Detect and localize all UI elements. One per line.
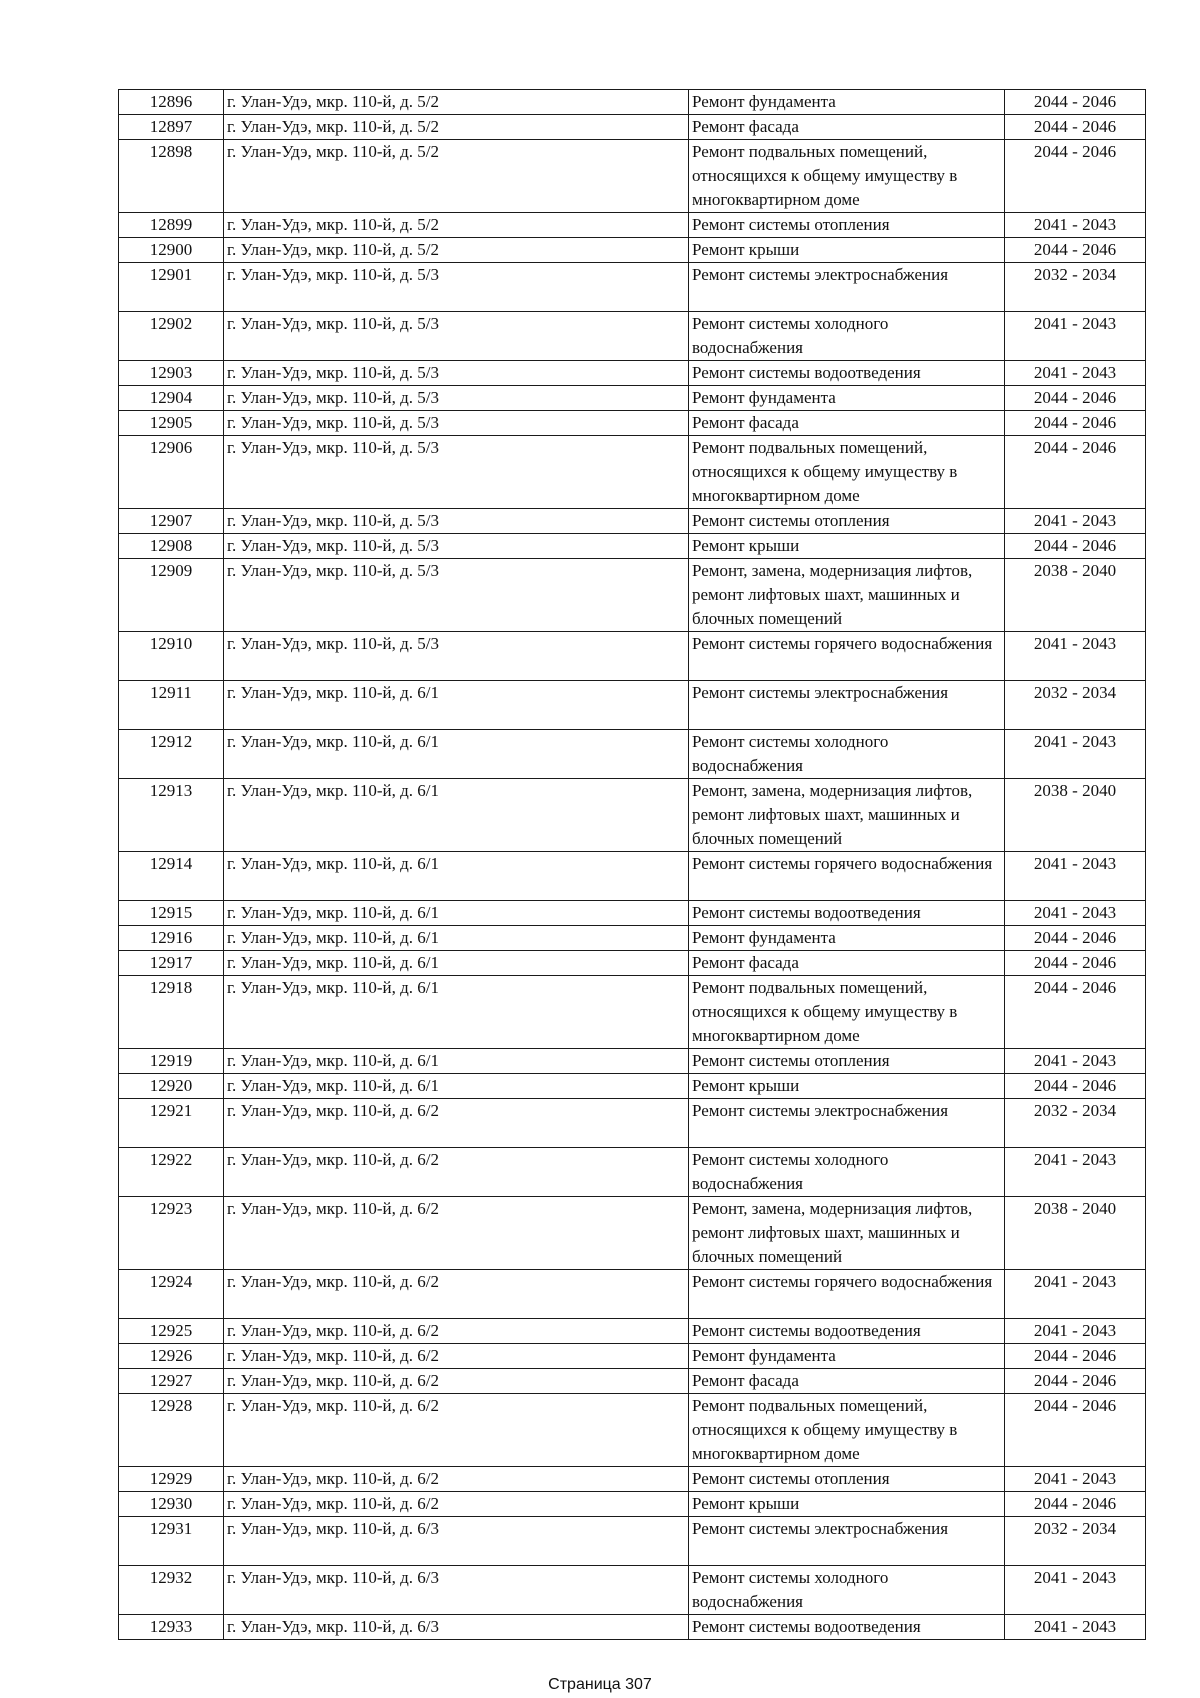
work-type-cell: Ремонт фасада <box>689 411 1005 436</box>
work-type-cell: Ремонт фундамента <box>689 386 1005 411</box>
row-number-cell: 12908 <box>119 534 224 559</box>
table-row <box>119 1099 1146 1148</box>
years-cell: 2044 - 2046 <box>1005 115 1146 140</box>
table-row <box>119 779 1146 852</box>
address-cell: г. Улан-Удэ, мкр. 110-й, д. 6/2 <box>224 1148 689 1197</box>
years-cell: 2041 - 2043 <box>1005 1467 1146 1492</box>
row-number-cell: 12930 <box>119 1492 224 1517</box>
work-type-cell: Ремонт системы горячего водоснабжения <box>689 632 1005 681</box>
address-cell: г. Улан-Удэ, мкр. 110-й, д. 5/2 <box>224 213 689 238</box>
years-cell: 2044 - 2046 <box>1005 140 1146 213</box>
work-type-cell: Ремонт системы электроснабжения <box>689 263 1005 312</box>
row-number-cell: 12927 <box>119 1369 224 1394</box>
years-cell: 2041 - 2043 <box>1005 1566 1146 1615</box>
work-type-cell: Ремонт системы горячего водоснабжения <box>689 1270 1005 1319</box>
years-cell: 2032 - 2034 <box>1005 1099 1146 1148</box>
years-cell: 2044 - 2046 <box>1005 976 1146 1049</box>
address-cell: г. Улан-Удэ, мкр. 110-й, д. 6/1 <box>224 976 689 1049</box>
address-cell: г. Улан-Удэ, мкр. 110-й, д. 6/2 <box>224 1492 689 1517</box>
table-row <box>119 534 1146 559</box>
address-cell: г. Улан-Удэ, мкр. 110-й, д. 6/2 <box>224 1467 689 1492</box>
work-type-cell: Ремонт, замена, модернизация лифтов, ремонт лифтовых шахт, машинных и блочных помещений <box>689 779 1005 852</box>
years-cell: 2038 - 2040 <box>1005 779 1146 852</box>
table-row <box>119 436 1146 509</box>
address-cell: г. Улан-Удэ, мкр. 110-й, д. 5/3 <box>224 312 689 361</box>
work-type-cell: Ремонт системы электроснабжения <box>689 1099 1005 1148</box>
row-number-cell: 12933 <box>119 1615 224 1640</box>
table-row <box>119 559 1146 632</box>
table-row <box>119 1319 1146 1344</box>
row-number-cell: 12932 <box>119 1566 224 1615</box>
years-cell: 2044 - 2046 <box>1005 411 1146 436</box>
address-cell: г. Улан-Удэ, мкр. 110-й, д. 6/2 <box>224 1319 689 1344</box>
row-number-cell: 12920 <box>119 1074 224 1099</box>
work-type-cell: Ремонт системы отопления <box>689 509 1005 534</box>
address-cell: г. Улан-Удэ, мкр. 110-й, д. 5/3 <box>224 411 689 436</box>
address-cell: г. Улан-Удэ, мкр. 110-й, д. 6/1 <box>224 681 689 730</box>
years-cell: 2041 - 2043 <box>1005 213 1146 238</box>
work-type-cell: Ремонт подвальных помещений, относящихся к общему имуществу в многоквартирном доме <box>689 976 1005 1049</box>
address-cell: г. Улан-Удэ, мкр. 110-й, д. 6/1 <box>224 1049 689 1074</box>
work-type-cell: Ремонт фундамента <box>689 90 1005 115</box>
work-type-cell: Ремонт системы водоотведения <box>689 361 1005 386</box>
years-cell: 2044 - 2046 <box>1005 1492 1146 1517</box>
years-cell: 2044 - 2046 <box>1005 238 1146 263</box>
table-row <box>119 632 1146 681</box>
work-type-cell: Ремонт фасада <box>689 1369 1005 1394</box>
address-cell: г. Улан-Удэ, мкр. 110-й, д. 5/3 <box>224 632 689 681</box>
row-number-cell: 12911 <box>119 681 224 730</box>
row-number-cell: 12929 <box>119 1467 224 1492</box>
table-row <box>119 361 1146 386</box>
address-cell: г. Улан-Удэ, мкр. 110-й, д. 6/2 <box>224 1270 689 1319</box>
row-number-cell: 12901 <box>119 263 224 312</box>
row-number-cell: 12900 <box>119 238 224 263</box>
address-cell: г. Улан-Удэ, мкр. 110-й, д. 5/2 <box>224 238 689 263</box>
address-cell: г. Улан-Удэ, мкр. 110-й, д. 6/2 <box>224 1394 689 1467</box>
address-cell: г. Улан-Удэ, мкр. 110-й, д. 5/3 <box>224 509 689 534</box>
address-cell: г. Улан-Удэ, мкр. 110-й, д. 5/3 <box>224 436 689 509</box>
table-row <box>119 1467 1146 1492</box>
row-number-cell: 12905 <box>119 411 224 436</box>
years-cell: 2041 - 2043 <box>1005 1049 1146 1074</box>
table-row <box>119 1566 1146 1615</box>
address-cell: г. Улан-Удэ, мкр. 110-й, д. 6/1 <box>224 901 689 926</box>
work-type-cell: Ремонт крыши <box>689 534 1005 559</box>
work-type-cell: Ремонт системы электроснабжения <box>689 681 1005 730</box>
work-type-cell: Ремонт системы отопления <box>689 1467 1005 1492</box>
row-number-cell: 12902 <box>119 312 224 361</box>
page-number: Страница 307 <box>548 1676 652 1693</box>
row-number-cell: 12897 <box>119 115 224 140</box>
address-cell: г. Улан-Удэ, мкр. 110-й, д. 5/3 <box>224 386 689 411</box>
row-number-cell: 12928 <box>119 1394 224 1467</box>
work-type-cell: Ремонт крыши <box>689 238 1005 263</box>
table-row <box>119 1344 1146 1369</box>
years-cell: 2041 - 2043 <box>1005 632 1146 681</box>
years-cell: 2041 - 2043 <box>1005 1270 1146 1319</box>
work-type-cell: Ремонт системы холодного водоснабжения <box>689 312 1005 361</box>
row-number-cell: 12909 <box>119 559 224 632</box>
row-number-cell: 12896 <box>119 90 224 115</box>
years-cell: 2041 - 2043 <box>1005 312 1146 361</box>
table-row <box>119 1492 1146 1517</box>
years-cell: 2032 - 2034 <box>1005 1517 1146 1566</box>
years-cell: 2041 - 2043 <box>1005 1319 1146 1344</box>
row-number-cell: 12912 <box>119 730 224 779</box>
work-type-cell: Ремонт системы водоотведения <box>689 1319 1005 1344</box>
address-cell: г. Улан-Удэ, мкр. 110-й, д. 6/1 <box>224 730 689 779</box>
table-row <box>119 1270 1146 1319</box>
years-cell: 2038 - 2040 <box>1005 559 1146 632</box>
table-row <box>119 730 1146 779</box>
row-number-cell: 12926 <box>119 1344 224 1369</box>
years-cell: 2044 - 2046 <box>1005 1074 1146 1099</box>
years-cell: 2041 - 2043 <box>1005 901 1146 926</box>
row-number-cell: 12899 <box>119 213 224 238</box>
table-row <box>119 901 1146 926</box>
table-row <box>119 509 1146 534</box>
address-cell: г. Улан-Удэ, мкр. 110-й, д. 6/2 <box>224 1344 689 1369</box>
address-cell: г. Улан-Удэ, мкр. 110-й, д. 6/3 <box>224 1566 689 1615</box>
work-type-cell: Ремонт системы водоотведения <box>689 1615 1005 1640</box>
work-type-cell: Ремонт крыши <box>689 1492 1005 1517</box>
work-type-cell: Ремонт системы холодного водоснабжения <box>689 730 1005 779</box>
years-cell: 2032 - 2034 <box>1005 681 1146 730</box>
table-row <box>119 1369 1146 1394</box>
table-row <box>119 852 1146 901</box>
repair-schedule-table <box>118 89 1146 1640</box>
row-number-cell: 12924 <box>119 1270 224 1319</box>
address-cell: г. Улан-Удэ, мкр. 110-й, д. 6/3 <box>224 1517 689 1566</box>
table-row <box>119 1517 1146 1566</box>
years-cell: 2044 - 2046 <box>1005 1344 1146 1369</box>
years-cell: 2044 - 2046 <box>1005 1369 1146 1394</box>
table-row <box>119 411 1146 436</box>
address-cell: г. Улан-Удэ, мкр. 110-й, д. 6/1 <box>224 779 689 852</box>
row-number-cell: 12921 <box>119 1099 224 1148</box>
table-row <box>119 1615 1146 1640</box>
work-type-cell: Ремонт системы электроснабжения <box>689 1517 1005 1566</box>
years-cell: 2041 - 2043 <box>1005 1615 1146 1640</box>
table-row <box>119 1197 1146 1270</box>
years-cell: 2041 - 2043 <box>1005 1148 1146 1197</box>
row-number-cell: 12898 <box>119 140 224 213</box>
table-row <box>119 386 1146 411</box>
row-number-cell: 12916 <box>119 926 224 951</box>
address-cell: г. Улан-Удэ, мкр. 110-й, д. 5/2 <box>224 115 689 140</box>
work-type-cell: Ремонт подвальных помещений, относящихся к общему имуществу в многоквартирном доме <box>689 1394 1005 1467</box>
years-cell: 2044 - 2046 <box>1005 386 1146 411</box>
row-number-cell: 12917 <box>119 951 224 976</box>
table-row <box>119 976 1146 1049</box>
table-row <box>119 681 1146 730</box>
address-cell: г. Улан-Удэ, мкр. 110-й, д. 6/3 <box>224 1615 689 1640</box>
table-row <box>119 951 1146 976</box>
address-cell: г. Улан-Удэ, мкр. 110-й, д. 5/3 <box>224 263 689 312</box>
work-type-cell: Ремонт фундамента <box>689 926 1005 951</box>
table-row <box>119 115 1146 140</box>
years-cell: 2044 - 2046 <box>1005 1394 1146 1467</box>
address-cell: г. Улан-Удэ, мкр. 110-й, д. 5/3 <box>224 534 689 559</box>
address-cell: г. Улан-Удэ, мкр. 110-й, д. 6/2 <box>224 1099 689 1148</box>
work-type-cell: Ремонт подвальных помещений, относящихся к общему имуществу в многоквартирном доме <box>689 436 1005 509</box>
address-cell: г. Улан-Удэ, мкр. 110-й, д. 6/1 <box>224 926 689 951</box>
years-cell: 2044 - 2046 <box>1005 951 1146 976</box>
years-cell: 2044 - 2046 <box>1005 534 1146 559</box>
row-number-cell: 12918 <box>119 976 224 1049</box>
row-number-cell: 12910 <box>119 632 224 681</box>
address-cell: г. Улан-Удэ, мкр. 110-й, д. 5/3 <box>224 559 689 632</box>
address-cell: г. Улан-Удэ, мкр. 110-й, д. 6/1 <box>224 852 689 901</box>
address-cell: г. Улан-Удэ, мкр. 110-й, д. 5/2 <box>224 140 689 213</box>
table-row <box>119 213 1146 238</box>
row-number-cell: 12923 <box>119 1197 224 1270</box>
table-row <box>119 1074 1146 1099</box>
years-cell: 2041 - 2043 <box>1005 730 1146 779</box>
table-row <box>119 263 1146 312</box>
work-type-cell: Ремонт фундамента <box>689 1344 1005 1369</box>
table-row <box>119 238 1146 263</box>
work-type-cell: Ремонт системы отопления <box>689 1049 1005 1074</box>
row-number-cell: 12907 <box>119 509 224 534</box>
row-number-cell: 12922 <box>119 1148 224 1197</box>
table-row <box>119 1049 1146 1074</box>
work-type-cell: Ремонт подвальных помещений, относящихся к общему имуществу в многоквартирном доме <box>689 140 1005 213</box>
address-cell: г. Улан-Удэ, мкр. 110-й, д. 6/2 <box>224 1369 689 1394</box>
years-cell: 2041 - 2043 <box>1005 361 1146 386</box>
table-row <box>119 1394 1146 1467</box>
work-type-cell: Ремонт фасада <box>689 951 1005 976</box>
years-cell: 2038 - 2040 <box>1005 1197 1146 1270</box>
table-row <box>119 312 1146 361</box>
row-number-cell: 12925 <box>119 1319 224 1344</box>
address-cell: г. Улан-Удэ, мкр. 110-й, д. 6/1 <box>224 951 689 976</box>
row-number-cell: 12914 <box>119 852 224 901</box>
table-row <box>119 90 1146 115</box>
row-number-cell: 12913 <box>119 779 224 852</box>
work-type-cell: Ремонт, замена, модернизация лифтов, ремонт лифтовых шахт, машинных и блочных помещений <box>689 559 1005 632</box>
work-type-cell: Ремонт, замена, модернизация лифтов, ремонт лифтовых шахт, машинных и блочных помещений <box>689 1197 1005 1270</box>
row-number-cell: 12931 <box>119 1517 224 1566</box>
years-cell: 2044 - 2046 <box>1005 436 1146 509</box>
table-body <box>119 90 1146 1640</box>
years-cell: 2041 - 2043 <box>1005 509 1146 534</box>
address-cell: г. Улан-Удэ, мкр. 110-й, д. 6/2 <box>224 1197 689 1270</box>
years-cell: 2041 - 2043 <box>1005 852 1146 901</box>
work-type-cell: Ремонт фасада <box>689 115 1005 140</box>
row-number-cell: 12903 <box>119 361 224 386</box>
row-number-cell: 12904 <box>119 386 224 411</box>
row-number-cell: 12919 <box>119 1049 224 1074</box>
address-cell: г. Улан-Удэ, мкр. 110-й, д. 5/3 <box>224 361 689 386</box>
years-cell: 2044 - 2046 <box>1005 90 1146 115</box>
address-cell: г. Улан-Удэ, мкр. 110-й, д. 6/1 <box>224 1074 689 1099</box>
work-type-cell: Ремонт крыши <box>689 1074 1005 1099</box>
work-type-cell: Ремонт системы холодного водоснабжения <box>689 1566 1005 1615</box>
years-cell: 2044 - 2046 <box>1005 926 1146 951</box>
work-type-cell: Ремонт системы горячего водоснабжения <box>689 852 1005 901</box>
work-type-cell: Ремонт системы водоотведения <box>689 901 1005 926</box>
table-row <box>119 926 1146 951</box>
table-row <box>119 1148 1146 1197</box>
work-type-cell: Ремонт системы холодного водоснабжения <box>689 1148 1005 1197</box>
row-number-cell: 12915 <box>119 901 224 926</box>
work-type-cell: Ремонт системы отопления <box>689 213 1005 238</box>
address-cell: г. Улан-Удэ, мкр. 110-й, д. 5/2 <box>224 90 689 115</box>
table-row <box>119 140 1146 213</box>
years-cell: 2032 - 2034 <box>1005 263 1146 312</box>
row-number-cell: 12906 <box>119 436 224 509</box>
